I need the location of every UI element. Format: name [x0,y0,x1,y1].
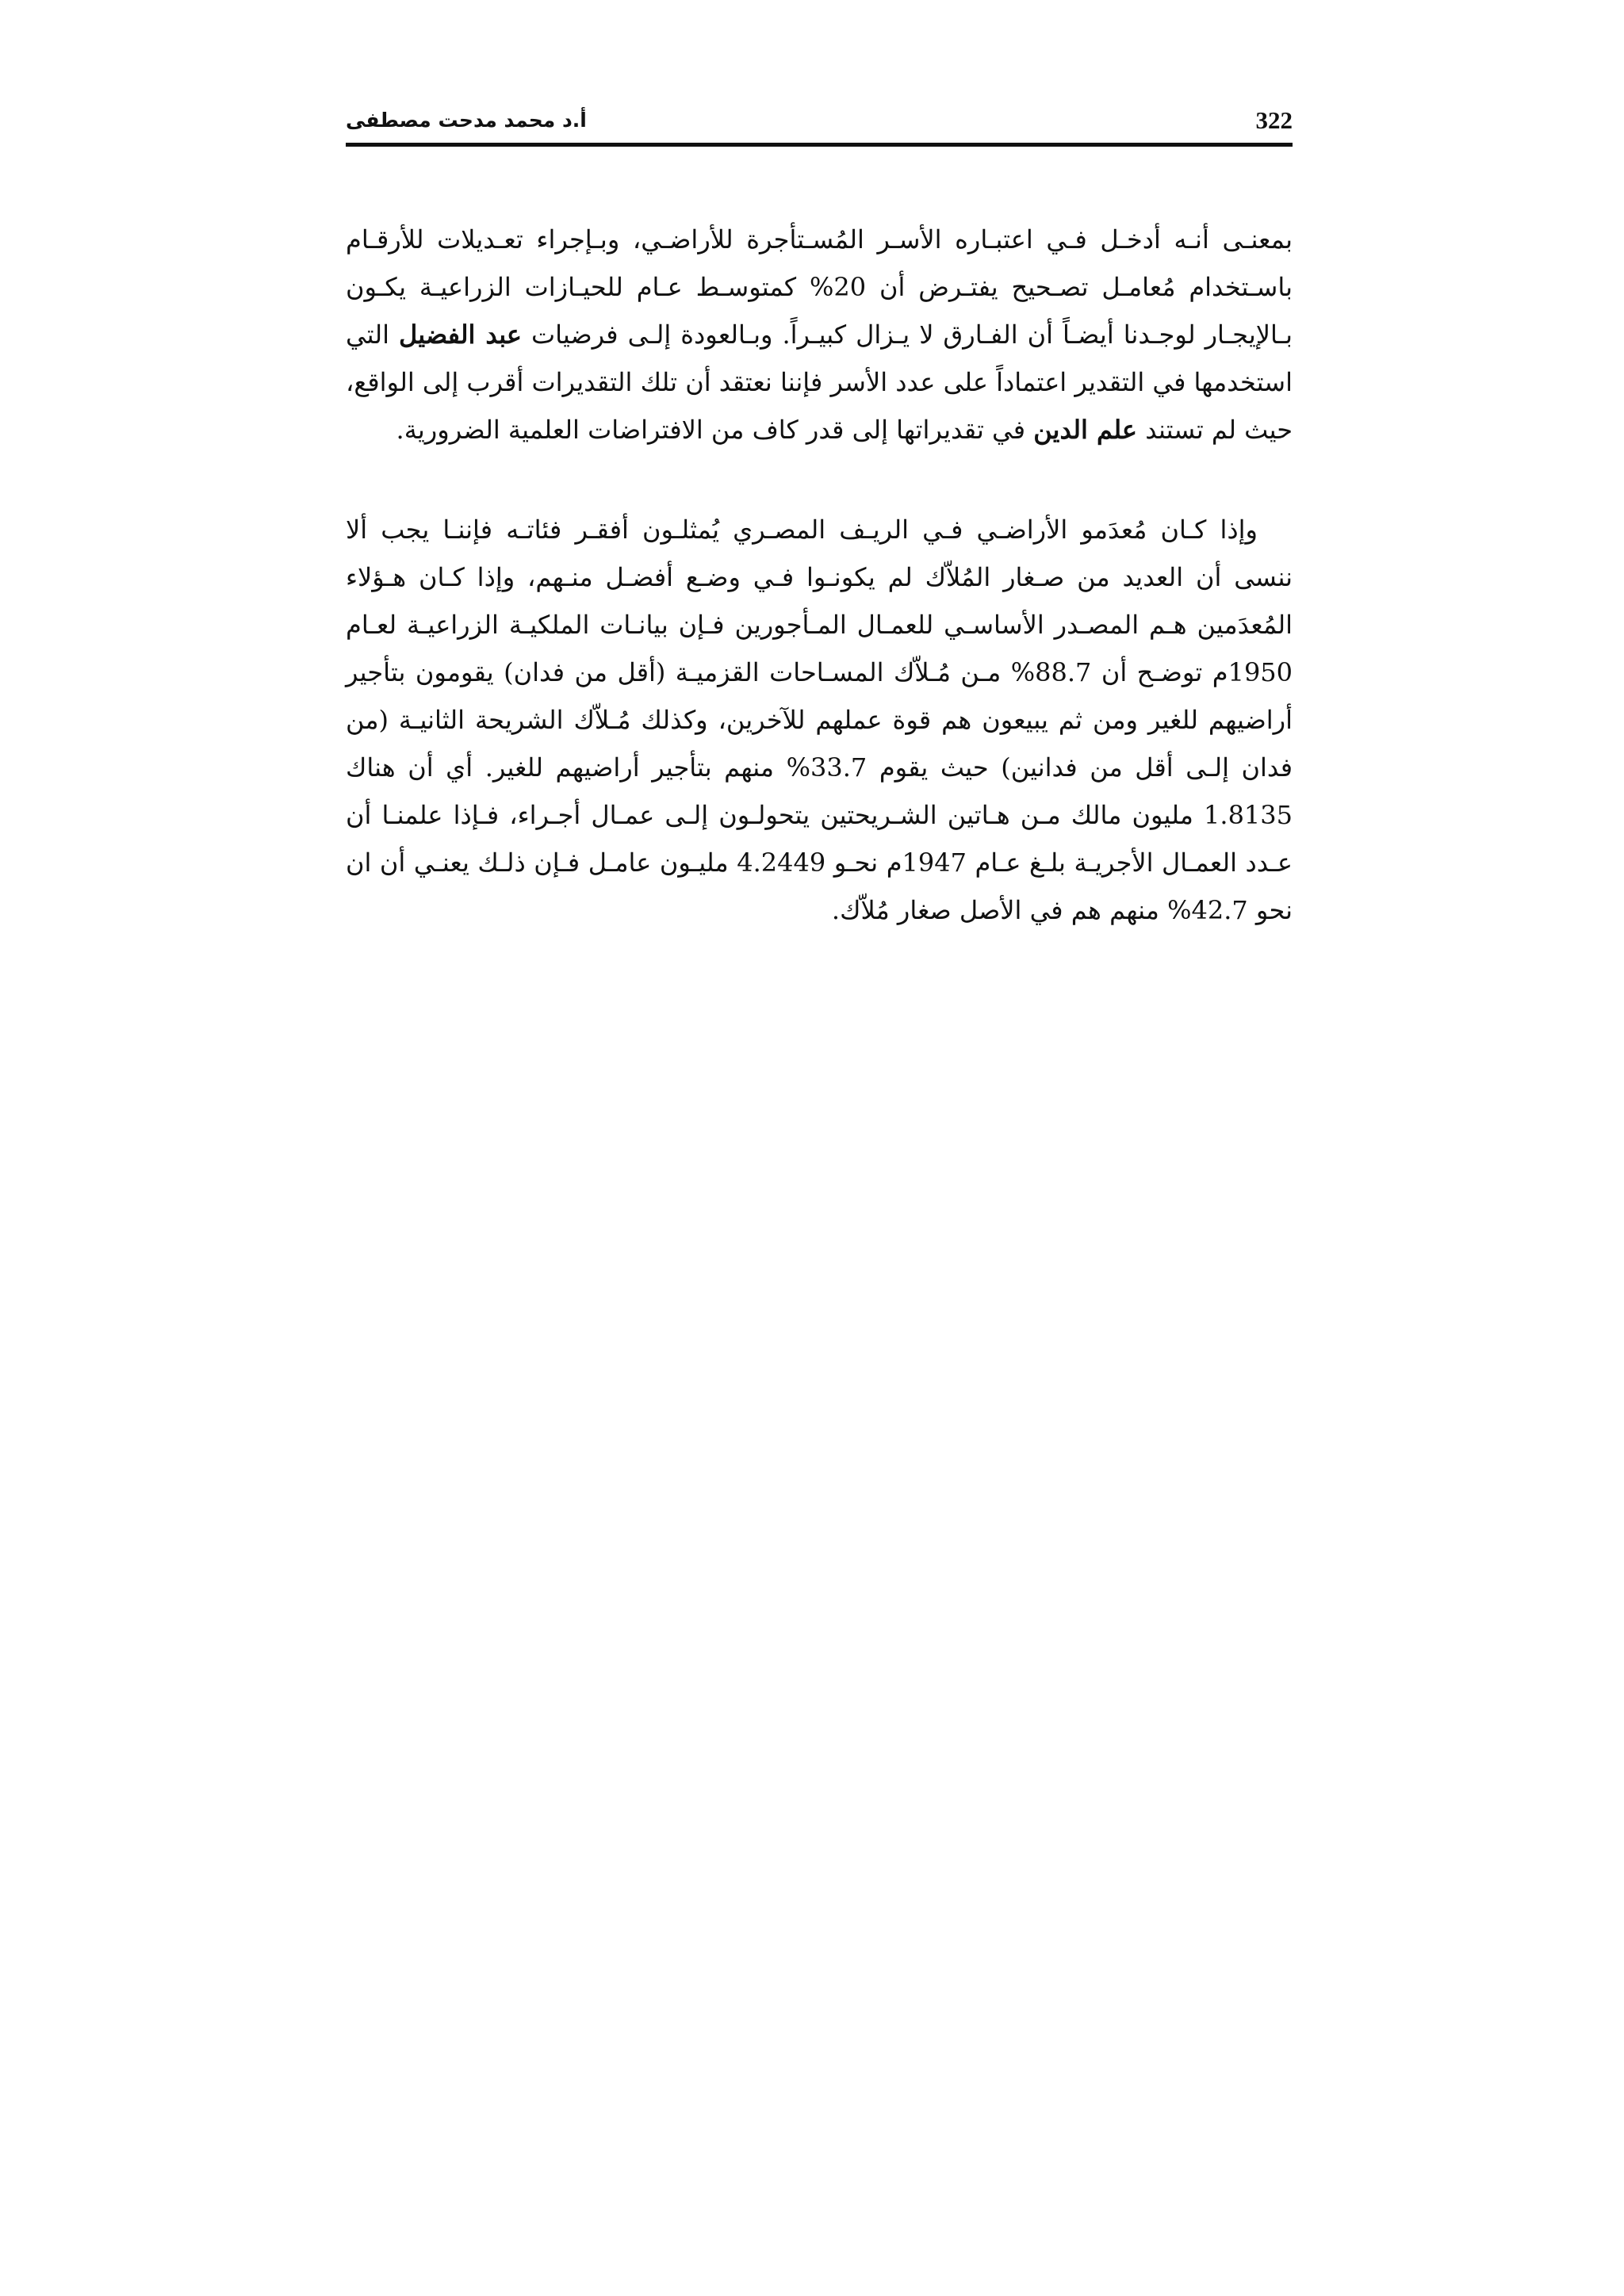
body-text [346,216,1293,934]
author-name-abdelfadil: عبد الفضيل [398,320,522,350]
paragraph-1-run-3: التي استخدمها في التقدير اعتماداً على عدد الأسر فإننا نعتقد أن تلك التقديرات أقرب إلى الواقع، حيث لم تستند [346,320,1293,445]
paragraph-2 [346,506,1293,934]
paragraph-1-run-1: بمعنـى أنـه أدخـل فـي اعتبـاره الأسـر المُسـتأجرة للأراضـي، وبـإجراء تعـديلات للأرقـام باسـتخدام مُعامـل تصـحيح يفتـرض أن 20% كمتوسـط عـام للحيـازات الزراعيـة يكـون بـالإيجـار لوجـدنا أيضـاً أن الفـارق لا يـزال كبيـراً. وبـالعودة إلـى فرضيات [346,224,1293,350]
page-number: 322 [1255,106,1293,134]
header-rule [346,143,1293,147]
paragraph-2-run-1: وإذا كـان مُعدَمو الأراضـي فـي الريـف المصـري يُمثلـون أفقـر فئاتـه فإننـا يجب ألا ننسى أن العديد من صـغار المُلاّك لم يكونـوا فـي وضـع أفضـل منـهم، وإذا كـان هـؤلاء المُعدَمين هـم المصـدر الأساسـي للعمـال المـأجورين فـإن بيانـات الملكيـة الزراعيـة لعـام 1950م توضـح أن 88.7% مـن مُـلاّك المسـاحات القزميـة (أقل من فدان) يقومون بتأجير أراضيهم للغير ومن ثم يبيعون هم قوة عملهم للآخرين، وكذلك مُـلاّك الشريحة الثانيـة (من فدان إلـى أقل من فدانين) حيث يقوم 33.7% منهم بتأجير أراضيهم للغير. أي أن هناك 1.8135 مليون مالك مـن هـاتين الشـريحتين يتحولـون إلـى عمـال أجـراء، فـإذا علمنـا أن عـدد العمـال الأجريـة بلـغ عـام 1947م نحـو 4.2449 مليـون عامـل فـإن ذلـك يعنـي أن ان نحو 42.7% منهم هم في الأصل صغار مُلاّك. [346,515,1293,925]
running-header-author: أ.د محمد مدحت مصطفى [346,109,587,132]
paragraph-1 [346,216,1293,453]
paragraph-1-run-5: في تقديراتها إلى قدر كاف من الافتراضات العلمية الضرورية. [396,415,1034,445]
page-header [346,103,1293,138]
author-name-alameldin: علم الدين [1033,415,1138,445]
